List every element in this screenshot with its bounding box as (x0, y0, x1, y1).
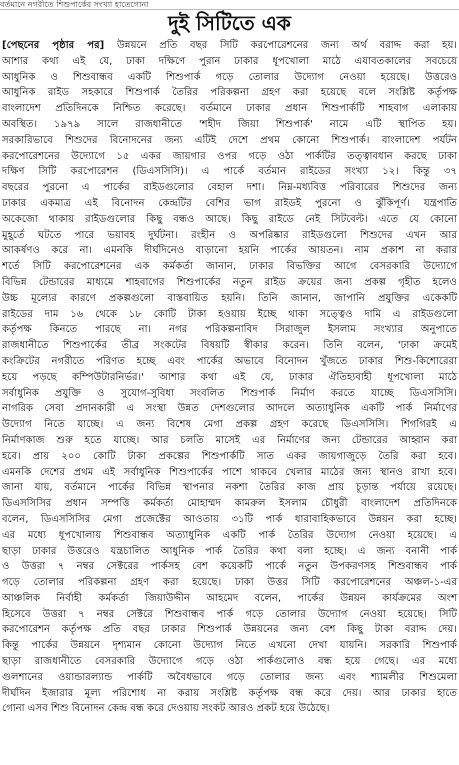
article-line: উদ্যোগ নিতে যাচ্ছে। এ জন্য বিশেষ মেগা প্রকল্প গ্রহণ করেছে ডিএসসিসি। শিগগিরই এ (2, 419, 457, 431)
article-line: আধুনিক ও শিশুবান্ধব একটি শিশুপার্ক গড়ে তোলার উদ্যোগ নেওয়া হয়েছে। উত্তরেও (2, 71, 457, 83)
continuation-tag: [পেছনের পৃষ্ঠার পর] (2, 40, 105, 51)
article-line: সর্বাধুনিক প্রযুক্তি ও সুযোগ-সুবিধা সংবলিত শিশুপার্ক নির্মাণ করতে যাচ্ছে ডিএসসিসি। (2, 387, 457, 399)
article-line: কংক্রিটের নগরীতে পরিণত হচ্ছে এবং পার্কের অভাবে বিনোদন খুঁজতে ঢাকার শিশু-কিশোরেরা (2, 355, 457, 367)
article-line: আশার কথা এই যে, ঢাকা দক্ষিণে পুরান ঢাকার ধূপখোলা মাঠে এযাবতকালের সবচেয়ে (2, 55, 457, 67)
article-line: মুহূর্তে ঘটতে পারে ভয়াবহ দুর্ঘটনা। রংহীন ও অপরিষ্কার রাইডগুলো শিশুদের এখন আর (2, 229, 457, 241)
article-line (2, 38, 457, 54)
article-line: নির্মাণকাজ শুরু হতে যাচ্ছে। আর চলতি মাসেই এর নির্মাণের জন্য টেন্ডারের আহ্বান করা (2, 434, 457, 446)
article-line: হিসেবে উত্তরা ৭ নম্বর সেক্টরে শিশুবান্ধব পার্ক গড়ে তোলার উদ্যোগ নেওয়া হয়েছে। সিটি (2, 608, 457, 620)
article-line: রাইডের দাম ১৬ থেকে ১৮ কোটি টাকা হওয়ায় ইচ্ছে থাকা সত্ত্বেও দামি এ রাইডগুলো (2, 308, 457, 320)
article-line: বাংলাদেশ প্রতিদিনকে নিশ্চিত করেছে। বর্তমানে ঢাকার প্রধান শিশুপার্কটি শাহবাগ এলাকায় (2, 103, 457, 115)
article-line: হয়ে পড়ছে কম্পিউটারনির্ভর।' আশার কথা এই যে, ঢাকার ঐতিহ্যবাহী ধূপখোলা মাঠে (2, 371, 457, 383)
article-line: আকর্ষণও করে না। এমনকি দীর্ঘদিনেও বাড়ানো হয়নি পার্কের আয়তন। নাম প্রকাশ না করার (2, 245, 457, 257)
article-line: আধুনিক রাইড সহকারে শিশুপার্ক তৈরির পরিকল্পনা গ্রহণ করা হয়েছে বলে সংশ্লিষ্ট কর্তৃপক্ষ (2, 87, 457, 99)
article-headline: দুই সিটিতে এক (168, 11, 291, 35)
article-line: গোনা এসব শিশু বিনোদন কেন্দ্র বন্ধ করে দেওয়ায় সংকট আরও প্রকট হয়ে উঠেছে। (2, 703, 330, 715)
previous-article-strip: বর্তমানে নগরীতে শিশুপার্কের সংখ্যা হাতেগোনা (0, 0, 459, 10)
article-line: গুলশানের ওয়ান্ডারল্যান্ড পার্কটি অবৈধভাবে গড়ে তোলার জন্য এবং শ্যামলীর শিশুমেলা (2, 671, 457, 683)
article-line: কর্তৃপক্ষ কিনতে পারছে না। নগর পরিকল্পনাবিদ সিরাজুল ইসলাম সংখ্যার অনুপাতে (2, 324, 457, 336)
article-line: ঢাকার একমাত্র এই বিনোদন কেন্দ্রটির বেশির ভাগ রাইডই পুরনো ও ঝুঁকিপূর্ণ। যন্ত্রপাতি (2, 197, 457, 209)
article-line: হবে। প্রায় ২০০ কোটি টাকা প্রকল্পের শিশুপার্কটি সাত একর জায়গাজুড়ে তৈরি করা হবে। (2, 450, 457, 462)
article-line: করপোরেশন কর্তৃপক্ষ প্রতি বছর ঢাকার শিশুপার্ক উন্নয়নের জন্য বেশ কিছু টাকা বরাদ্দ দেয়। (2, 624, 457, 636)
article-line: এমনকি দেশের প্রথম এই সর্বাধুনিক শিশুপার্কের পাশে থাকবে খেলার মাঠের জন্য স্থানও রাখা হবে। (2, 466, 457, 478)
article-line: নাগরিক সেবা প্রদানকারী এ সংস্থা উন্নত দেশগুলোর আদলে অত্যাধুনিক একটি পার্ক নির্মাণের (2, 403, 457, 415)
article-line: ছাড়া ঢাকার উত্তরেও যন্ত্রচালিত আধুনিক পার্ক তৈরির কথা বলা হচ্ছে। এ জন্য বনানী পার্ক (2, 545, 457, 557)
article-line: করপোরেশনের উদ্যোগে ১৫ একর জায়গার ওপর গড়ে ওঠা পার্কটির তত্ত্বাবধান করছে ঢাকা (2, 150, 457, 162)
article-line-text: উন্নয়নে প্রতি বছর সিটি করপোরেশনের জন্য অর্থ বরাদ্দ করা হয়। (104, 40, 457, 51)
article-line: এর মধ্যে ধূপখোলায় শিশুবান্ধব অত্যাধুনিক একটি পার্ক তৈরির উদ্যোগ নেওয়া হয়েছে। এ (2, 529, 457, 541)
article-line: অকেজো থাকায় রাইডগুলোর কিছু বন্ধও আছে। কিছু রাইডে নেই সিটবেল্ট। এতে যে কোনো (2, 213, 457, 225)
article-line: বছরের পুরনো এ পার্কের রাইডগুলোর বেহাল দশা। নিম্ন-মধ্যবিত্ত পরিবারের শিশুদের জন্য (2, 182, 457, 194)
article-line: ছাড়া রাজধানীতে বেসরকারি উদ্যোগে গড়ে ওঠা পার্কগুলোও বন্ধ হয়ে গেছে। এর মধ্যে (2, 656, 457, 668)
article-line: বলেন, ডিএসসিসির মেগা প্রজেক্টের আওতায় ৩১টি পার্ক ধারাবাহিকভাবে উন্নয়ন করা হচ্ছে। (2, 513, 457, 525)
article-line: রাজধানীতে শিশুপার্কের তীব্র সংকটের বিষয়টি স্বীকার করেন। তিনি বলেন, 'ঢাকা ক্রমেই (2, 340, 457, 352)
article-line: কিন্তু পার্কের উন্নয়নে দৃশ্যমান কোনো উদ্যোগ নিতে এখনো দেখা যায়নি। সরকারি শিশুপার্ক (2, 640, 457, 652)
article-line: উচ্চ মূল্যের কারণে প্রকল্পগুলো বাস্তবায়িত হয়নি। তিনি জানান, জাপানি প্রযুক্তির একেকটি (2, 292, 457, 304)
article-line: ডিএসসিসির প্রধান সম্পত্তি কর্মকর্তা মোহাম্মদ কামরুল ইসলাম চৌধুরী বাংলাদেশ প্রতিদিনকে (2, 498, 457, 510)
article-line: দক্ষিণ সিটি করপোরেশন (ডিএসসিসি)। এ পার্কে বর্তমান রাইডের সংখ্যা ১২। কিন্তু ৩৭ (2, 166, 457, 178)
article-line: জানা যায়, বর্তমানে পার্কের বিভিন্ন স্থাপনার নকশা তৈরির কাজ প্রায় চূড়ান্ত পর্যায়ে রয়েছে। (2, 482, 457, 494)
article-line: ও উত্তরা ৭ নম্বর সেক্টরের পার্কসহ বেশ কয়েকটি পার্কে নতুন উপকরণসহ শিশুবান্ধব পার্ক (2, 561, 457, 573)
article-line: দীর্ঘদিন ইজারার মূল্য পরিশোধ না করায় সংশ্লিষ্ট কর্তৃপক্ষ বন্ধ করে দেয়। আর ঢাকার হাতে (2, 687, 457, 699)
article-line: শর্তে সিটি করপোরেশনের এক কর্মকর্তা জানান, ঢাকার বিভক্তির আগে বেসরকারি উদ্যোগে (2, 261, 457, 273)
article-line: গড়ে তোলার পরিকল্পনা গ্রহণ করা হয়েছে। ঢাকা উত্তর সিটি করপোরেশনের অঞ্চল-১-এর (2, 577, 457, 589)
article-line: সরকারিভাবে শিশুদের বিনোদনের জন্য এটিই দেশে প্রথম কোনো শিশুপার্ক। বাংলাদেশ পর্যটন (2, 134, 457, 146)
article-line: অবস্থিত। ১৯৭৯ সালে রাজধানীতে 'শহীদ জিয়া শিশুপার্ক' নামে এটি স্থাপিত হয়। (2, 118, 457, 130)
article-line: আঞ্চলিক নির্বাহী কর্মকর্তা জিয়াউদ্দীন আহমেদ বলেন, পার্কের উন্নয়ন কার্যক্রমের অংশ (2, 592, 457, 604)
article-line: বিভিন্ন টেন্ডারের মাধ্যমে শাহবাগের শিশুপার্কের নতুন রাইড ক্রয়ের জন্য প্রকল্প গৃহীত হলেও (2, 276, 457, 288)
article-body (2, 38, 457, 763)
